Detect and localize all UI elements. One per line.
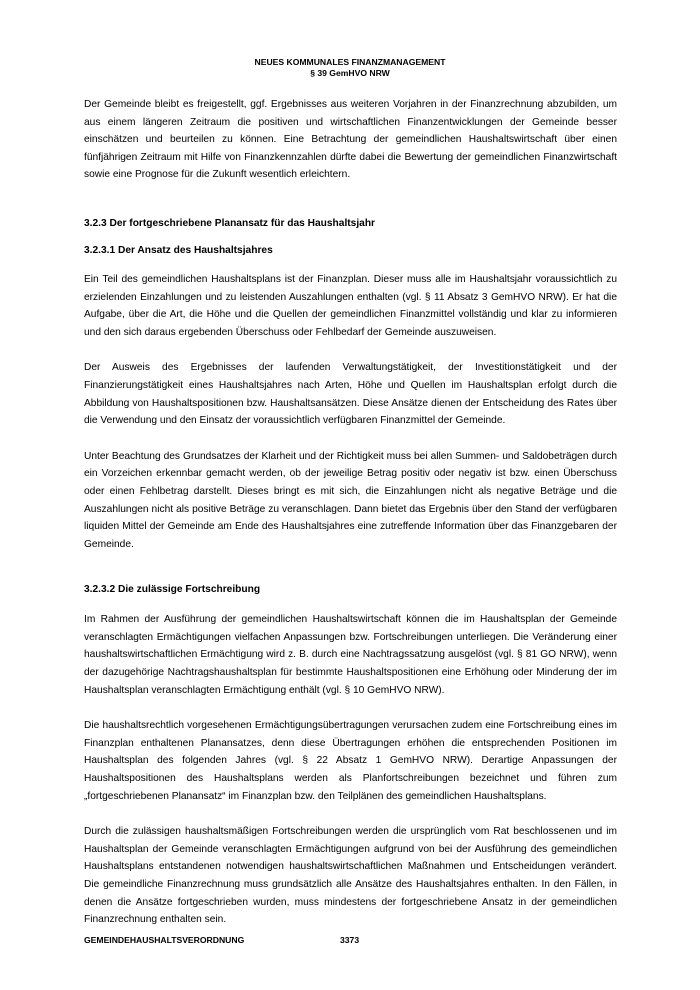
paragraph-fortschreibung-2: Die haushaltsrechtlich vorgesehenen Ermächtigungsübertragungen verursachen zudem eine Fortschreibung eines im Finanzplan enthaltenen Planansatzes, denn diese Übertragungen erhöhen die entsprechenden Positionen im Haushaltsplan des folgenden Jahres (vgl. § 22 Absatz 1 GemHVO NRW). Derartige Anpassungen der Haushaltspositionen des Haushaltsplans werden als Planfortschreibungen bezeichnet und führen zum „fortgeschriebenen Planansatz“ im Finanzplan bzw. den Teilplänen des gemeindlichen Haushaltsplans.: [84, 720, 617, 802]
page-number: 3373: [340, 935, 360, 945]
document-body: [84, 96, 617, 929]
paragraph-ansatz-1: Ein Teil des gemeindlichen Haushaltsplans ist der Finanzplan. Dieser muss alle im Haushaltsjahr voraussichtlich zu erzielenden Einzahlungen und zu leistenden Auszahlungen enthalten (vgl. § 11 Absatz 3 GemHVO NRW). Er hat die Aufgabe, über die Art, die Höhe und die Quellen der gemeindlichen Finanzmittel vollständig und klar zu informieren und den sich daraus ergebenden Überschuss oder Fehlbedarf der Gemeinde auszuweisen.: [84, 273, 617, 338]
paragraph-fortschreibung-1: Im Rahmen der Ausführung der gemeindlichen Haushaltswirtschaft können die im Haushaltsplan der Gemeinde veranschlagten Ermächtigungen vielfachen Anpassungen bzw. Fortschreibungen unterliegen. Die Veränderung einer haushaltswirtschaftlichen Ermächtigung wird z. B. durch eine Nachtragssatzung ausgelöst (vgl. § 81 GO NRW), wenn der dazugehörige Nachtragshaushaltsplan für bestimmte Haushaltspositionen eine Erhöhung oder Minderung der im Haushaltsplan veranschlagten Ermächtigung enthält (vgl. § 10 GemHVO NRW).: [84, 614, 617, 696]
heading-3-2-3: 3.2.3 Der fortgeschriebene Planansatz für das Haushaltsjahr: [84, 217, 376, 229]
heading-3-2-3-2: 3.2.3.2 Die zulässige Fortschreibung: [84, 584, 261, 596]
paragraph-intro: Der Gemeinde bleibt es freigestellt, ggf. Ergebnisses aus weiteren Vorjahren in der Finanzrechnung abzubilden, um aus einem längeren Zeitraum die positiven und wirtschaftlichen Finanzentwicklungen der Gemeinde besser einschätzen und beurteilen zu können. Eine Betrachtung der gemeindlichen Haushaltswirtschaft über einen fünfjährigen Zeitraum mit Hilfe von Finanzkennzahlen dürfte dabei die Bewertung der gemeindlichen Finanzwirtschaft sowie eine Prognose für die Zukunft wesentlich erleichtern.: [84, 99, 617, 181]
page-header: [0, 57, 700, 79]
header-title: NEUES KOMMUNALES FINANZMANAGEMENT: [254, 57, 446, 67]
paragraph-ansatz-3: Unter Beachtung des Grundsatzes der Klarheit und der Richtigkeit muss bei allen Summen- und Saldobeträgen durch ein Vorzeichen erkennbar gemacht werden, ob der jeweilige Betrag positiv oder negativ ist bzw. einen Überschuss oder einen Fehlbetrag darstellt. Dieses bringt es mit sich, die Einzahlungen nicht als negative Beträge und die Auszahlungen nicht als positive Beträge zu veranschlagen. Dann bietet das Ergebnis über den Stand der verfügbaren liquiden Mittel der Gemeinde am Ende des Haushaltsjahres eine zutreffende Information über das Finanzgebaren der Gemeinde.: [84, 450, 617, 550]
footer-title: GEMEINDEHAUSHALTSVERORDNUNG: [84, 935, 245, 945]
page-footer: [84, 935, 617, 946]
heading-3-2-3-1: 3.2.3.1 Der Ansatz des Haushaltsjahres: [84, 244, 273, 256]
header-subtitle: § 39 GemHVO NRW: [310, 68, 390, 78]
paragraph-fortschreibung-3: Durch die zulässigen haushaltsmäßigen Fortschreibungen werden die ursprünglich vom Rat beschlossenen und im Haushaltsplan der Gemeinde veranschlagten Ermächtigungen aufgrund von bei der Ausführung des gemeindlichen Haushaltsplans entstandenen notwendigen haushaltswirtschaftlichen Maßnahmen und Entscheidungen verändert. Die gemeindliche Finanzrechnung muss grundsätzlich alle Ansätze des Haushaltsjahres enthalten. In den Fällen, in denen die Ansätze fortgeschrieben wurden, muss mindestens der fortgeschriebene Ansatz in der gemeindlichen Finanzrechnung enthalten sein.: [84, 826, 617, 926]
paragraph-ansatz-2: Der Ausweis des Ergebnisses der laufenden Verwaltungstätigkeit, der Investitionstätigkeit und der Finanzierungstätigkeit eines Haushaltsjahres nach Arten, Höhe und Quellen im Haushaltsplan erfolgt durch die Abbildung von Haushaltspositionen bzw. Haushaltsansätzen. Diese Ansätze dienen der Entscheidung des Rates über die Verwendung und den Einsatz der voraussichtlich verfügbaren Finanzmittel der Gemeinde.: [84, 362, 617, 427]
